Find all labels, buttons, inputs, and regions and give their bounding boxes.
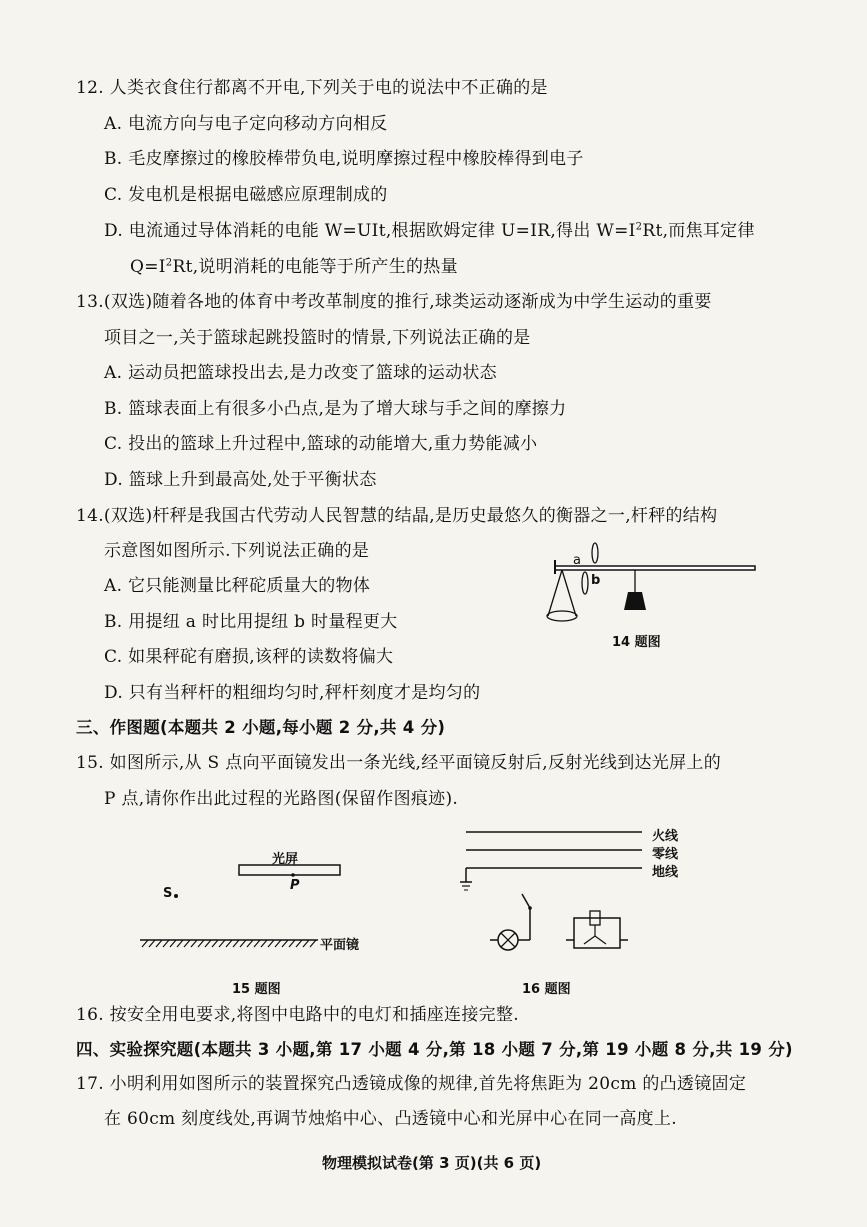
page-footer: 物理模拟试卷(第 3 页)(共 6 页) (322, 1154, 542, 1172)
plane-mirror (138, 938, 320, 950)
q12-d2-text: Q=I (130, 257, 166, 277)
q14-stem-line2: 示意图如图所示.下列说法正确的是 (104, 541, 370, 561)
q14-stem-line1: 14.(双选)杆秤是我国古代劳动人民智慧的结晶,是历史最悠久的衡器之一,杆秤的结构 (76, 506, 718, 526)
fig15-p-label: P (290, 878, 300, 893)
q12-option-c: C. 发电机是根据电磁感应原理制成的 (104, 185, 388, 205)
q14-option-a: A. 它只能测量比秤砣质量大的物体 (104, 576, 371, 596)
fig16-live-label: 火线 (652, 829, 679, 844)
light-screen (238, 864, 342, 878)
q15-stem-line1: 15. 如图所示,从 S 点向平面镜发出一条光线,经平面镜反射后,反射光线到达光屏上的 (76, 753, 722, 773)
q13-option-c: C. 投出的篮球上升过程中,篮球的动能增大,重力势能减小 (104, 434, 538, 454)
q13-stem-line1: 13.(双选)随着各地的体育中考改革制度的推行,球类运动逐渐成为中学生运动的重要 (76, 292, 712, 312)
household-circuit-figure (456, 824, 656, 954)
fig14-label-a: a (573, 553, 581, 568)
fig15-s-label: S (163, 886, 173, 901)
q14-option-d: D. 只有当秤杆的粗细均匀时,秤杆刻度才是均匀的 (104, 683, 481, 703)
fig16-neutral-label: 零线 (652, 847, 679, 862)
fig16-caption: 16 题图 (522, 982, 571, 997)
q12-d1-text-end: Rt,而焦耳定律 (642, 221, 755, 241)
q14-option-b: B. 用提纽 a 时比用提纽 b 时量程更大 (104, 612, 398, 632)
q13-option-a: A. 运动员把篮球投出去,是力改变了篮球的运动状态 (104, 363, 497, 383)
q16-stem: 16. 按安全用电要求,将图中电路中的电灯和插座连接完整. (76, 1005, 519, 1025)
q12-d1-sup: 2 (635, 221, 643, 233)
q17-stem-line2: 在 60cm 刻度线处,再调节烛焰中心、凸透镜中心和光屏中心在同一高度上. (104, 1109, 677, 1129)
q12-d2-text-end: Rt,说明消耗的电能等于所产生的热量 (172, 257, 458, 277)
fig16-earth-label: 地线 (652, 865, 679, 880)
s-point (173, 893, 179, 899)
q12-option-d-line1 (104, 220, 755, 242)
q13-option-d: D. 篮球上升到最高处,处于平衡状态 (104, 470, 377, 490)
q13-stem-line2: 项目之一,关于篮球起跳投篮时的情景,下列说法正确的是 (104, 328, 531, 348)
q17-stem-line1: 17. 小明利用如图所示的装置探究凸透镜成像的规律,首先将焦距为 20cm 的凸透镜固定 (76, 1074, 747, 1094)
q12-option-d-line2 (130, 256, 458, 278)
q13-option-b: B. 篮球表面上有很多小凸点,是为了增大球与手之间的摩擦力 (104, 399, 567, 419)
q15-stem-line2: P 点,请你作出此过程的光路图(保留作图痕迹). (104, 789, 459, 809)
fig14-label-b: b (591, 573, 601, 588)
fig14-caption: 14 题图 (612, 635, 661, 650)
fig15-screen-label: 光屏 (272, 852, 299, 867)
q12-d1-text: D. 电流通过导体消耗的电能 W=UIt,根据欧姆定律 U=IR,得出 W=I (104, 221, 636, 241)
q12-d2-sup: 2 (165, 257, 173, 269)
fig15-caption: 15 题图 (232, 982, 281, 997)
q12-stem: 12. 人类衣食住行都离不开电,下列关于电的说法中不正确的是 (76, 78, 548, 98)
section3-heading: 三、作图题(本题共 2 小题,每小题 2 分,共 4 分) (76, 718, 446, 737)
q12-option-b: B. 毛皮摩擦过的橡胶棒带负电,说明摩擦过程中橡胶棒得到电子 (104, 149, 584, 169)
q14-option-c: C. 如果秤砣有磨损,该秤的读数将偏大 (104, 647, 394, 667)
section4-heading: 四、实验探究题(本题共 3 小题,第 17 小题 4 分,第 18 小题 7 分,第 19 小题 8 分,共 19 分) (76, 1040, 793, 1059)
fig15-mirror-label: 平面镜 (320, 938, 360, 953)
q12-option-a: A. 电流方向与电子定向移动方向相反 (104, 114, 388, 134)
